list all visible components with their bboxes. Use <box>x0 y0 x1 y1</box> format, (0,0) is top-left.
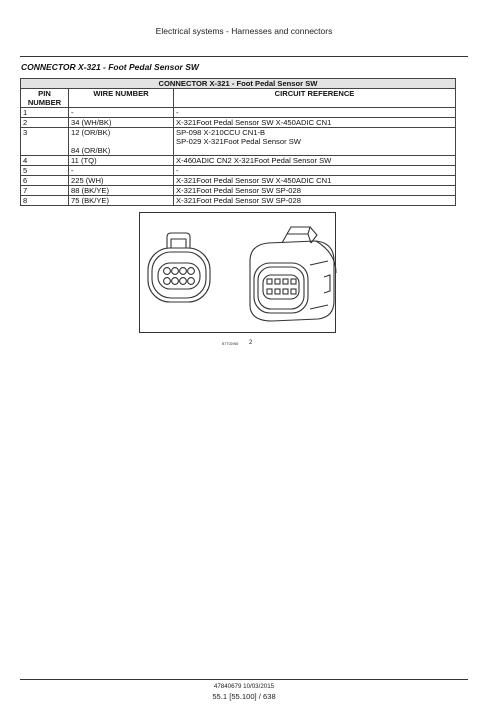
table-row <box>21 166 456 176</box>
table-row <box>21 156 456 166</box>
column-header-circuit: CIRCUIT REFERENCE <box>174 89 456 108</box>
connector-face-view <box>148 233 210 302</box>
table-row <box>21 108 456 118</box>
wire-line: 88 (BK/YE) <box>71 186 109 195</box>
circuit-line: X-321Foot Pedal Sensor SW X-450ADIC CN1 <box>176 118 332 127</box>
circuit-line <box>176 146 453 155</box>
circuit-cell <box>174 176 456 186</box>
connector-illustration <box>140 213 337 334</box>
pin-cell: 8 <box>21 196 69 206</box>
figure-number: 2 <box>249 340 253 346</box>
table-row <box>21 196 456 206</box>
pin-cell: 7 <box>21 186 69 196</box>
column-header-pin <box>21 89 69 108</box>
wire-cell <box>69 176 174 186</box>
wire-cell <box>69 196 174 206</box>
pin-cell: 6 <box>21 176 69 186</box>
table-row <box>21 128 456 156</box>
wire-line: - <box>71 108 74 117</box>
column-header-wire: WIRE NUMBER <box>69 89 174 108</box>
connector-perspective-view <box>250 227 336 321</box>
page-header-title: Electrical systems - Harnesses and connectors <box>155 26 333 36</box>
circuit-line: X-460ADIC CN2 X-321Foot Pedal Sensor SW <box>176 156 332 165</box>
wire-line: - <box>71 166 74 175</box>
footer-page-number: 55.1 [55.100] / 638 <box>212 692 276 701</box>
circuit-cell <box>174 118 456 128</box>
wire-line: 75 (BK/YE) <box>71 196 109 205</box>
figure-id: BTT02965 <box>222 342 239 346</box>
table-row <box>21 186 456 196</box>
table-row <box>21 176 456 186</box>
pin-header-line1: PIN <box>38 89 51 98</box>
circuit-cell <box>174 186 456 196</box>
circuit-cell <box>174 166 456 176</box>
circuit-line: SP-029 X-321Foot Pedal Sensor SW <box>176 137 301 146</box>
pin-cell: 5 <box>21 166 69 176</box>
footer-doc-info: 47840679 10/03/2015 <box>213 683 275 690</box>
pin-header-line2: NUMBER <box>27 98 62 107</box>
circuit-cell <box>174 108 456 118</box>
circuit-cell <box>174 196 456 206</box>
pin-cell: 4 <box>21 156 69 166</box>
wire-line: 84 (OR/BK) <box>71 146 111 155</box>
wire-cell <box>69 166 174 176</box>
circuit-line: X-321Foot Pedal Sensor SW X-450ADIC CN1 <box>176 176 332 185</box>
table-caption: CONNECTOR X-321 - Foot Pedal Sensor SW <box>21 79 456 89</box>
pin-cell: 1 <box>21 108 69 118</box>
connector-table <box>20 78 456 206</box>
wire-line: 11 (TQ) <box>71 156 97 165</box>
circuit-cell <box>174 156 456 166</box>
circuit-line: - <box>176 108 179 117</box>
wire-cell <box>69 128 174 156</box>
pin-cell: 2 <box>21 118 69 128</box>
section-title: CONNECTOR X-321 - Foot Pedal Sensor SW <box>21 62 199 72</box>
circuit-line: - <box>176 166 179 175</box>
wire-line: 225 (WH) <box>71 176 104 185</box>
table-row <box>21 118 456 128</box>
connector-figure <box>139 212 336 333</box>
wire-cell <box>69 156 174 166</box>
wire-cell <box>69 108 174 118</box>
circuit-cell <box>174 128 456 156</box>
circuit-line: X-321Foot Pedal Sensor SW SP-028 <box>176 196 301 205</box>
wire-line: 34 (WH/BK) <box>71 118 112 127</box>
wire-line: 12 (OR/BK) <box>71 128 111 137</box>
circuit-line: X-321Foot Pedal Sensor SW SP-028 <box>176 186 301 195</box>
pin-cell: 3 <box>21 128 69 156</box>
footer-divider <box>20 679 468 680</box>
table-body <box>21 108 456 206</box>
header-divider <box>20 56 468 57</box>
wire-cell <box>69 186 174 196</box>
wire-line <box>71 137 171 146</box>
circuit-line: SP-098 X-210CCU CN1-B <box>176 128 266 137</box>
wire-cell <box>69 118 174 128</box>
